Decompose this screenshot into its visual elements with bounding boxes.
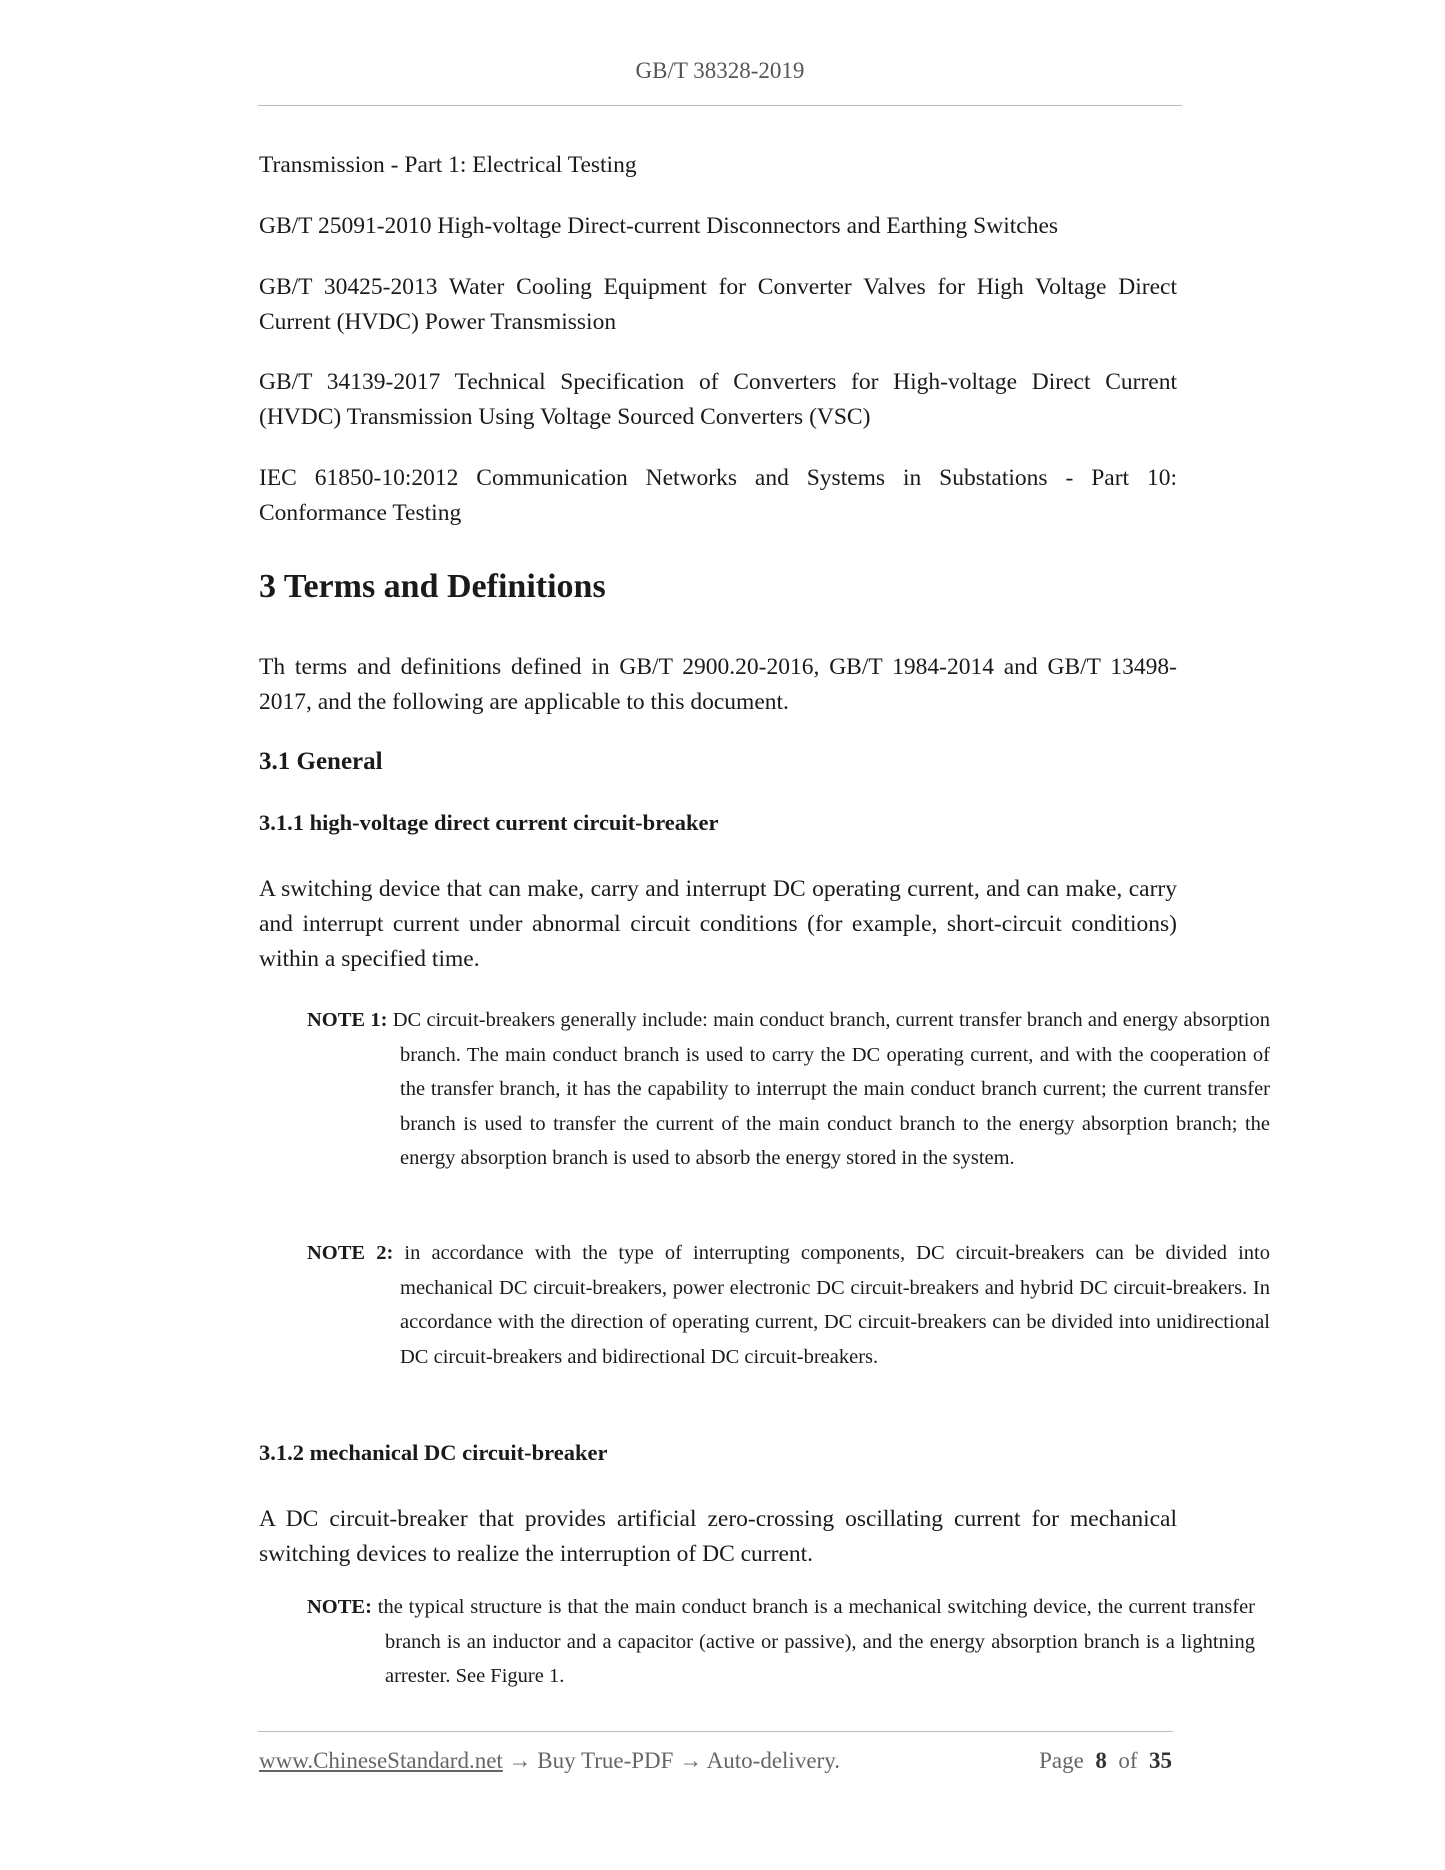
section-heading: 3 Terms and Definitions bbox=[259, 568, 606, 605]
term-definition: A DC circuit-breaker that provides artificial zero-crossing oscillating current for mechanical switching devices to realize the interruption of DC current. bbox=[259, 1506, 1177, 1567]
reference-item: GB/T 30425-2013 Water Cooling Equipment for Converter Valves for High Voltage Direct Current (HVDC) Power Transmission bbox=[259, 274, 1177, 335]
note-text: DC circuit-breakers generally include: main conduct branch, current transfer branch and energy absorption branch. The main conduct branch is used to carry the DC operating current, and with the cooperation of the transfer branch, it has the capability to interrupt the main conduct branch current; the current transfer branch is used to transfer the current of the main conduct branch to the energy absorption branch; the energy absorption branch is used to absorb the energy stored in the system. bbox=[392, 1009, 1270, 1170]
header-divider bbox=[258, 105, 1182, 106]
current-page: 8 bbox=[1095, 1748, 1107, 1773]
note-text: in accordance with the type of interrupting components, DC circuit-breakers can be divided into mechanical DC circuit-breakers, power electronic DC circuit-breakers and hybrid DC circuit-breakers. In accordance with the direction of operating current, DC circuit-breakers can be divided into unidirectional DC circuit-breakers and bidirectional DC circuit-breakers. bbox=[400, 1242, 1270, 1368]
section-intro: Th terms and definitions defined in GB/T 2900.20-2016, GB/T 1984-2014 and GB/T 13498-2017, and the following are applicable to this document. bbox=[259, 654, 1177, 715]
term-definition: A switching device that can make, carry and interrupt DC operating current, and can make, carry and interrupt current under abnormal circuit conditions (for example, short-circuit conditions) within a specified time. bbox=[259, 876, 1177, 972]
note bbox=[307, 1590, 1255, 1694]
note-label: NOTE: bbox=[307, 1596, 372, 1618]
total-pages: 35 bbox=[1149, 1748, 1172, 1773]
note-1 bbox=[307, 1003, 1270, 1176]
term-heading: 3.1.1 high-voltage direct current circuit-breaker bbox=[259, 810, 719, 835]
subsection-heading: 3.1 General bbox=[259, 748, 383, 775]
note-2 bbox=[307, 1236, 1270, 1374]
footer-divider bbox=[258, 1731, 1173, 1732]
term-heading: 3.1.2 mechanical DC circuit-breaker bbox=[259, 1440, 608, 1465]
page-header: GB/T 38328-2019 bbox=[635, 58, 805, 83]
reference-item: GB/T 25091-2010 High-voltage Direct-current Disconnectors and Earthing Switches bbox=[259, 213, 1059, 239]
arrow-icon: → bbox=[502, 1748, 538, 1773]
footer-promo bbox=[259, 1748, 840, 1774]
note-label: NOTE 2: bbox=[307, 1242, 394, 1264]
buy-text: Buy True-PDF bbox=[537, 1748, 674, 1773]
reference-item: GB/T 34139-2017 Technical Specification of Converters for High-voltage Direct Current (HVDC) Transmission Using Voltage Sourced Converters (VSC) bbox=[259, 369, 1177, 430]
note-label: NOTE 1: bbox=[307, 1009, 388, 1031]
reference-item: IEC 61850-10:2012 Communication Networks and Systems in Substations - Part 10: Conformance Testing bbox=[259, 465, 1177, 526]
note-text: the typical structure is that the main conduct branch is a mechanical switching device, the current transfer branch is an inductor and a capacitor (active or passive), and the energy absorption branch is a lightning arrester. See Figure 1. bbox=[377, 1596, 1256, 1688]
reference-continued: Transmission - Part 1: Electrical Testing bbox=[259, 152, 637, 178]
arrow-icon: → bbox=[673, 1748, 707, 1773]
page-number: Page 8 of 35 bbox=[1039, 1748, 1172, 1773]
site-link[interactable]: www.ChineseStandard.net bbox=[259, 1748, 503, 1773]
delivery-text: Auto-delivery. bbox=[706, 1748, 840, 1773]
